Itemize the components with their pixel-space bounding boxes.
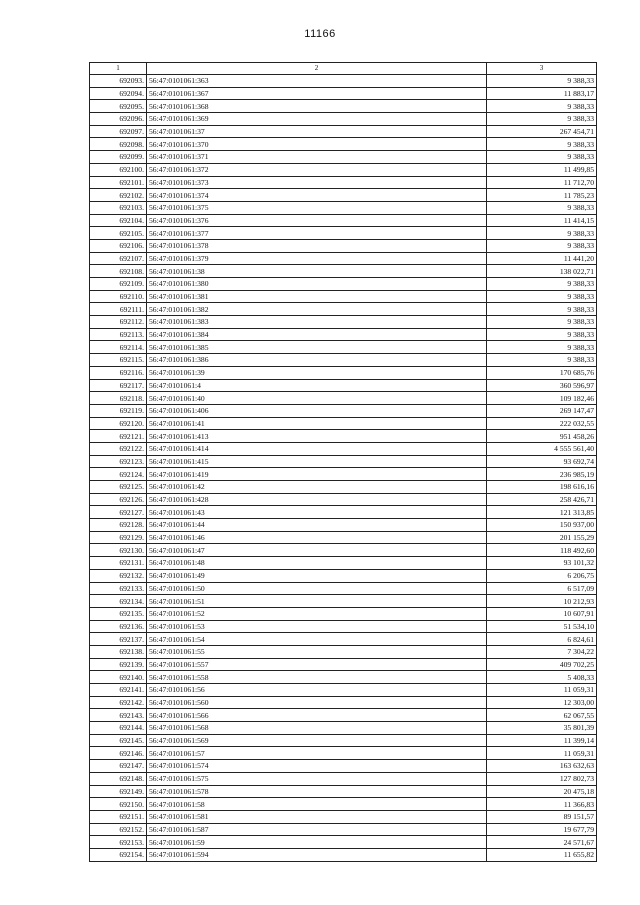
cadastral-number-cell: 56:47:0101061:374 [147,189,487,202]
table-row [90,328,597,341]
table-row [90,760,597,773]
row-number-cell: 692111. [90,303,147,316]
column-header-value: 3 [487,63,597,75]
row-number-cell: 692125. [90,481,147,494]
row-number-cell: 692123. [90,455,147,468]
table-row [90,138,597,151]
row-number-cell: 692126. [90,493,147,506]
cadastral-value-cell: 11 366,83 [487,798,597,811]
cadastral-number-cell: 56:47:0101061:376 [147,214,487,227]
row-number-cell: 692096. [90,113,147,126]
cadastral-number-cell: 56:47:0101061:382 [147,303,487,316]
table-row [90,810,597,823]
cadastral-value-cell: 11 059,31 [487,684,597,697]
row-number-cell: 692102. [90,189,147,202]
cadastral-value-cell: 11 441,20 [487,252,597,265]
row-number-cell: 692144. [90,722,147,735]
cadastral-value-cell: 11 414,15 [487,214,597,227]
row-number-cell: 692136. [90,620,147,633]
cadastral-number-cell: 56:47:0101061:57 [147,747,487,760]
cadastral-value-cell: 4 555 561,40 [487,442,597,455]
row-number-cell: 692143. [90,709,147,722]
table-body [90,75,597,862]
cadastral-number-cell: 56:47:0101061:55 [147,645,487,658]
cadastral-value-cell: 9 388,33 [487,75,597,88]
table-row [90,290,597,303]
row-number-cell: 692142. [90,696,147,709]
cadastral-value-cell: 7 304,22 [487,645,597,658]
cadastral-number-cell: 56:47:0101061:363 [147,75,487,88]
cadastral-value-cell: 51 534,10 [487,620,597,633]
row-number-cell: 692120. [90,417,147,430]
cadastral-number-cell: 56:47:0101061:47 [147,544,487,557]
column-header-cadastral-number: 2 [147,63,487,75]
row-number-cell: 692151. [90,810,147,823]
row-number-cell: 692140. [90,671,147,684]
cadastral-number-cell: 56:47:0101061:371 [147,151,487,164]
row-number-cell: 692118. [90,392,147,405]
cadastral-number-cell: 56:47:0101061:381 [147,290,487,303]
cadastral-value-cell: 163 632,63 [487,760,597,773]
table-row [90,341,597,354]
table-row [90,404,597,417]
cadastral-value-cell: 24 571,67 [487,836,597,849]
table-row [90,125,597,138]
cadastral-number-cell: 56:47:0101061:406 [147,404,487,417]
row-number-cell: 692129. [90,531,147,544]
table-row [90,595,597,608]
cadastral-value-cell: 109 182,46 [487,392,597,405]
cadastral-number-cell: 56:47:0101061:428 [147,493,487,506]
cadastral-value-cell: 10 212,93 [487,595,597,608]
row-number-cell: 692135. [90,607,147,620]
row-number-cell: 692110. [90,290,147,303]
table-row [90,836,597,849]
cadastral-value-cell: 360 596,97 [487,379,597,392]
cadastral-number-cell: 56:47:0101061:414 [147,442,487,455]
cadastral-value-cell: 9 388,33 [487,278,597,291]
cadastral-number-cell: 56:47:0101061:415 [147,455,487,468]
cadastral-number-cell: 56:47:0101061:380 [147,278,487,291]
cadastral-value-cell: 10 607,91 [487,607,597,620]
cadastral-number-cell: 56:47:0101061:367 [147,87,487,100]
cadastral-value-cell: 9 388,33 [487,239,597,252]
cadastral-value-cell: 19 677,79 [487,823,597,836]
table-header-row [90,63,597,75]
table-row [90,645,597,658]
cadastral-value-cell: 93 101,32 [487,557,597,570]
table-row [90,366,597,379]
cadastral-value-cell: 201 155,29 [487,531,597,544]
cadastral-value-cell: 11 712,70 [487,176,597,189]
cadastral-number-cell: 56:47:0101061:575 [147,772,487,785]
cadastral-value-cell: 222 032,55 [487,417,597,430]
table-row [90,252,597,265]
cadastral-value-cell: 9 388,33 [487,328,597,341]
table-row [90,239,597,252]
cadastral-number-cell: 56:47:0101061:51 [147,595,487,608]
table-row [90,506,597,519]
row-number-cell: 692131. [90,557,147,570]
table-row [90,658,597,671]
table-row [90,798,597,811]
cadastral-value-cell: 11 655,82 [487,848,597,861]
table-row [90,569,597,582]
table-row [90,176,597,189]
table-row [90,582,597,595]
row-number-cell: 692100. [90,163,147,176]
page-number: 11166 [304,28,336,40]
table-row [90,772,597,785]
row-number-cell: 692103. [90,201,147,214]
cadastral-number-cell: 56:47:0101061:39 [147,366,487,379]
cadastral-value-cell: 127 802,73 [487,772,597,785]
row-number-cell: 692098. [90,138,147,151]
cadastral-number-cell: 56:47:0101061:370 [147,138,487,151]
table-row [90,607,597,620]
row-number-cell: 692139. [90,658,147,671]
cadastral-value-cell: 138 022,71 [487,265,597,278]
table-row [90,709,597,722]
cadastral-number-cell: 56:47:0101061:587 [147,823,487,836]
table-row [90,455,597,468]
table-row [90,684,597,697]
cadastral-number-cell: 56:47:0101061:558 [147,671,487,684]
table-row [90,189,597,202]
cadastral-number-cell: 56:47:0101061:53 [147,620,487,633]
cadastral-value-cell: 9 388,33 [487,201,597,214]
table-row [90,87,597,100]
cadastral-value-cell: 9 388,33 [487,316,597,329]
row-number-cell: 692099. [90,151,147,164]
row-number-cell: 692124. [90,468,147,481]
cadastral-number-cell: 56:47:0101061:574 [147,760,487,773]
table-row [90,620,597,633]
row-number-cell: 692121. [90,430,147,443]
cadastral-number-cell: 56:47:0101061:59 [147,836,487,849]
row-number-cell: 692134. [90,595,147,608]
row-number-cell: 692128. [90,519,147,532]
cadastral-value-cell: 9 388,33 [487,100,597,113]
cadastral-value-table [89,62,597,862]
cadastral-value-cell: 62 067,55 [487,709,597,722]
table-row [90,747,597,760]
cadastral-value-cell: 11 499,85 [487,163,597,176]
cadastral-number-cell: 56:47:0101061:560 [147,696,487,709]
row-number-cell: 692138. [90,645,147,658]
cadastral-value-cell: 409 702,25 [487,658,597,671]
row-number-cell: 692153. [90,836,147,849]
row-number-cell: 692106. [90,239,147,252]
row-number-cell: 692117. [90,379,147,392]
row-number-cell: 692152. [90,823,147,836]
cadastral-number-cell: 56:47:0101061:384 [147,328,487,341]
cadastral-number-cell: 56:47:0101061:386 [147,354,487,367]
cadastral-number-cell: 56:47:0101061:378 [147,239,487,252]
cadastral-value-cell: 9 388,33 [487,290,597,303]
row-number-cell: 692137. [90,633,147,646]
cadastral-number-cell: 56:47:0101061:42 [147,481,487,494]
table-row [90,785,597,798]
cadastral-number-cell: 56:47:0101061:568 [147,722,487,735]
table-row [90,671,597,684]
row-number-cell: 692093. [90,75,147,88]
cadastral-number-cell: 56:47:0101061:44 [147,519,487,532]
cadastral-value-cell: 9 388,33 [487,151,597,164]
table-row [90,493,597,506]
cadastral-value-cell: 20 475,18 [487,785,597,798]
row-number-cell: 692145. [90,734,147,747]
cadastral-value-cell: 9 388,33 [487,138,597,151]
row-number-cell: 692108. [90,265,147,278]
row-number-cell: 692141. [90,684,147,697]
table-row [90,417,597,430]
row-number-cell: 692122. [90,442,147,455]
cadastral-value-cell: 269 147,47 [487,404,597,417]
row-number-cell: 692147. [90,760,147,773]
cadastral-value-cell: 6 517,09 [487,582,597,595]
cadastral-number-cell: 56:47:0101061:50 [147,582,487,595]
cadastral-number-cell: 56:47:0101061:373 [147,176,487,189]
cadastral-number-cell: 56:47:0101061:375 [147,201,487,214]
row-number-cell: 692109. [90,278,147,291]
cadastral-number-cell: 56:47:0101061:569 [147,734,487,747]
cadastral-value-cell: 12 303,00 [487,696,597,709]
table-row [90,722,597,735]
cadastral-number-cell: 56:47:0101061:4 [147,379,487,392]
row-number-cell: 692107. [90,252,147,265]
table-row [90,848,597,861]
cadastral-value-cell: 11 059,31 [487,747,597,760]
cadastral-value-cell: 11 883,17 [487,87,597,100]
table-row [90,557,597,570]
cadastral-value-cell: 5 408,33 [487,671,597,684]
table-row [90,354,597,367]
cadastral-value-cell: 118 492,60 [487,544,597,557]
table-row [90,214,597,227]
row-number-cell: 692097. [90,125,147,138]
cadastral-value-cell: 267 454,71 [487,125,597,138]
cadastral-value-cell: 6 206,75 [487,569,597,582]
cadastral-value-cell: 9 388,33 [487,354,597,367]
table-row [90,379,597,392]
row-number-cell: 692105. [90,227,147,240]
cadastral-value-cell: 198 616,16 [487,481,597,494]
cadastral-number-cell: 56:47:0101061:566 [147,709,487,722]
cadastral-number-cell: 56:47:0101061:56 [147,684,487,697]
table-row [90,113,597,126]
table-row [90,734,597,747]
table-row [90,303,597,316]
row-number-cell: 692113. [90,328,147,341]
cadastral-number-cell: 56:47:0101061:38 [147,265,487,278]
cadastral-number-cell: 56:47:0101061:372 [147,163,487,176]
row-number-cell: 692094. [90,87,147,100]
table-row [90,442,597,455]
row-number-cell: 692095. [90,100,147,113]
cadastral-number-cell: 56:47:0101061:54 [147,633,487,646]
table-row [90,633,597,646]
cadastral-number-cell: 56:47:0101061:369 [147,113,487,126]
cadastral-number-cell: 56:47:0101061:594 [147,848,487,861]
cadastral-value-cell: 258 426,71 [487,493,597,506]
row-number-cell: 692130. [90,544,147,557]
table-row [90,201,597,214]
table-row [90,430,597,443]
column-header-number: 1 [90,63,147,75]
cadastral-value-cell: 89 151,57 [487,810,597,823]
table-row [90,227,597,240]
cadastral-number-cell: 56:47:0101061:413 [147,430,487,443]
cadastral-value-cell: 170 685,76 [487,366,597,379]
row-number-cell: 692148. [90,772,147,785]
table-row [90,75,597,88]
table-row [90,163,597,176]
row-number-cell: 692115. [90,354,147,367]
row-number-cell: 692114. [90,341,147,354]
table-row [90,100,597,113]
cadastral-number-cell: 56:47:0101061:46 [147,531,487,544]
table-row [90,278,597,291]
cadastral-number-cell: 56:47:0101061:48 [147,557,487,570]
cadastral-value-cell: 6 824,61 [487,633,597,646]
cadastral-value-cell: 236 985,19 [487,468,597,481]
cadastral-number-cell: 56:47:0101061:52 [147,607,487,620]
cadastral-number-cell: 56:47:0101061:379 [147,252,487,265]
row-number-cell: 692132. [90,569,147,582]
cadastral-number-cell: 56:47:0101061:377 [147,227,487,240]
cadastral-number-cell: 56:47:0101061:578 [147,785,487,798]
cadastral-value-cell: 11 785,23 [487,189,597,202]
table-row [90,544,597,557]
table-row [90,468,597,481]
table-row [90,151,597,164]
cadastral-number-cell: 56:47:0101061:41 [147,417,487,430]
row-number-cell: 692133. [90,582,147,595]
cadastral-value-cell: 9 388,33 [487,341,597,354]
cadastral-number-cell: 56:47:0101061:40 [147,392,487,405]
cadastral-value-cell: 9 388,33 [487,227,597,240]
cadastral-number-cell: 56:47:0101061:49 [147,569,487,582]
row-number-cell: 692127. [90,506,147,519]
row-number-cell: 692149. [90,785,147,798]
row-number-cell: 692150. [90,798,147,811]
cadastral-number-cell: 56:47:0101061:581 [147,810,487,823]
cadastral-number-cell: 56:47:0101061:368 [147,100,487,113]
table-row [90,823,597,836]
row-number-cell: 692119. [90,404,147,417]
cadastral-value-cell: 150 937,00 [487,519,597,532]
cadastral-value-cell: 11 399,14 [487,734,597,747]
table-row [90,481,597,494]
row-number-cell: 692104. [90,214,147,227]
cadastral-value-cell: 9 388,33 [487,303,597,316]
cadastral-value-cell: 951 458,26 [487,430,597,443]
cadastral-number-cell: 56:47:0101061:385 [147,341,487,354]
row-number-cell: 692101. [90,176,147,189]
row-number-cell: 692146. [90,747,147,760]
table-row [90,531,597,544]
cadastral-number-cell: 56:47:0101061:383 [147,316,487,329]
table-row [90,392,597,405]
cadastral-number-cell: 56:47:0101061:43 [147,506,487,519]
row-number-cell: 692112. [90,316,147,329]
cadastral-value-cell: 35 801,39 [487,722,597,735]
table-row [90,519,597,532]
cadastral-value-cell: 93 692,74 [487,455,597,468]
cadastral-number-cell: 56:47:0101061:58 [147,798,487,811]
cadastral-number-cell: 56:47:0101061:419 [147,468,487,481]
row-number-cell: 692116. [90,366,147,379]
cadastral-value-cell: 9 388,33 [487,113,597,126]
table-row [90,316,597,329]
cadastral-value-cell: 121 313,85 [487,506,597,519]
cadastral-number-cell: 56:47:0101061:557 [147,658,487,671]
cadastral-number-cell: 56:47:0101061:37 [147,125,487,138]
table-row [90,265,597,278]
row-number-cell: 692154. [90,848,147,861]
table-row [90,696,597,709]
